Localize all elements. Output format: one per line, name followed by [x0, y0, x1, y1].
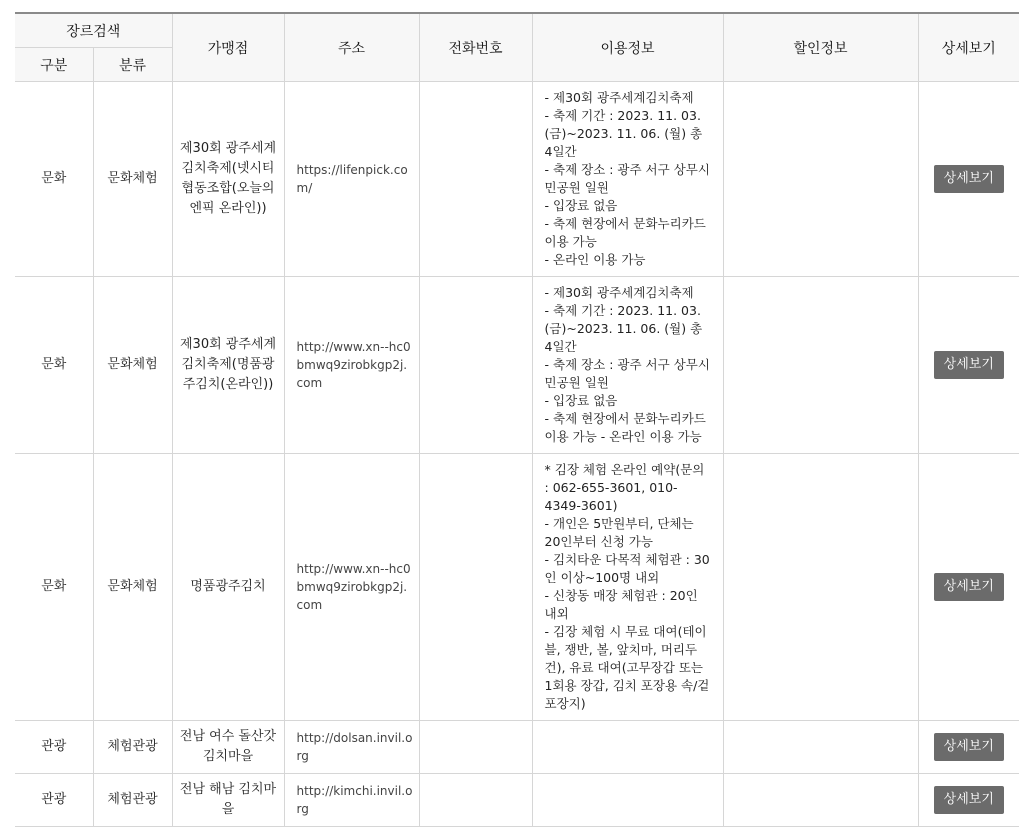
address-cell: https://lifenpick.com/	[284, 82, 419, 277]
type-cell: 체험관광	[93, 721, 172, 774]
detail-cell	[918, 82, 1019, 277]
usage-info-cell: - 제30회 광주세계김치축제 - 축제 기간 : 2023. 11. 03. (금)~2023. 11. 06. (월) 총 4일간 - 축제 장소 : 광주 서구 상무시민공원 일원 - 입장료 없음 - 축제 현장에서 문화누리카드 이용 가능 - 온라인 이용 가능	[532, 277, 723, 454]
store-list-table	[15, 12, 1019, 827]
detail-cell	[918, 277, 1019, 454]
usage-info-cell	[532, 721, 723, 774]
phone-cell	[419, 277, 532, 454]
table-row	[15, 277, 1019, 454]
table-row	[15, 721, 1019, 774]
phone-cell	[419, 774, 532, 827]
detail-button[interactable]: 상세보기	[934, 786, 1004, 814]
address-cell: http://dolsan.invil.org	[284, 721, 419, 774]
detail-button[interactable]: 상세보기	[934, 165, 1004, 193]
detail-cell	[918, 454, 1019, 721]
table-row	[15, 82, 1019, 277]
store-cell: 전남 여수 돌산갓김치마을	[172, 721, 284, 774]
detail-cell	[918, 774, 1019, 827]
detail-button[interactable]: 상세보기	[934, 351, 1004, 379]
address-cell: http://kimchi.invil.org	[284, 774, 419, 827]
detail-button[interactable]: 상세보기	[934, 733, 1004, 761]
address-cell: http://www.xn--hc0bmwq9zirobkgp2j.com	[284, 277, 419, 454]
discount-cell	[723, 774, 918, 827]
category-cell: 문화	[15, 82, 93, 277]
type-cell: 문화체험	[93, 277, 172, 454]
table-header	[15, 13, 1019, 82]
address-cell: http://www.xn--hc0bmwq9zirobkgp2j.com	[284, 454, 419, 721]
detail-cell	[918, 721, 1019, 774]
category-header: 구분	[15, 48, 93, 82]
usage-info-cell	[532, 774, 723, 827]
address-header: 주소	[284, 13, 419, 82]
store-header: 가맹점	[172, 13, 284, 82]
phone-cell	[419, 82, 532, 277]
type-cell: 문화체험	[93, 454, 172, 721]
genre-search-header: 장르검색	[15, 13, 172, 48]
category-cell: 관광	[15, 721, 93, 774]
table-row	[15, 454, 1019, 721]
table-body	[15, 82, 1019, 827]
type-header: 분류	[93, 48, 172, 82]
phone-cell	[419, 721, 532, 774]
type-cell: 문화체험	[93, 82, 172, 277]
category-cell: 관광	[15, 774, 93, 827]
discount-info-header: 할인정보	[723, 13, 918, 82]
results-table-wrapper	[15, 12, 1019, 827]
store-cell: 제30회 광주세계김치축제(명품광주김치(온라인))	[172, 277, 284, 454]
detail-button[interactable]: 상세보기	[934, 573, 1004, 601]
phone-cell	[419, 454, 532, 721]
discount-cell	[723, 277, 918, 454]
usage-info-header: 이용정보	[532, 13, 723, 82]
discount-cell	[723, 454, 918, 721]
usage-info-cell: - 제30회 광주세계김치축제 - 축제 기간 : 2023. 11. 03. (금)~2023. 11. 06. (월) 총 4일간 - 축제 장소 : 광주 서구 상무시민공원 일원 - 입장료 없음 - 축제 현장에서 문화누리카드 이용 가능 - 온라인 이용 가능	[532, 82, 723, 277]
store-cell: 명품광주김치	[172, 454, 284, 721]
discount-cell	[723, 82, 918, 277]
discount-cell	[723, 721, 918, 774]
type-cell: 체험관광	[93, 774, 172, 827]
category-cell: 문화	[15, 277, 93, 454]
phone-header: 전화번호	[419, 13, 532, 82]
category-cell: 문화	[15, 454, 93, 721]
usage-info-cell: * 김장 체험 온라인 예약(문의 : 062-655-3601, 010-4349-3601) - 개인은 5만원부터, 단체는 20인부터 신청 가능 - 김치타운 다목적 체험관 : 30인 이상~100명 내외 - 신창동 매장 체험관 : 20인 내외 - 김장 체험 시 무료 대여(테이블, 쟁반, 볼, 앞치마, 머리두건), 유료 대여(고무장갑 또는 1회용 장갑, 김치 포장용 속/겉 포장지)	[532, 454, 723, 721]
store-cell: 전남 해남 김치마을	[172, 774, 284, 827]
detail-header: 상세보기	[918, 13, 1019, 82]
table-row	[15, 774, 1019, 827]
store-cell: 제30회 광주세계김치축제(넷시티 협동조합(오늘의 엔픽 온라인))	[172, 82, 284, 277]
